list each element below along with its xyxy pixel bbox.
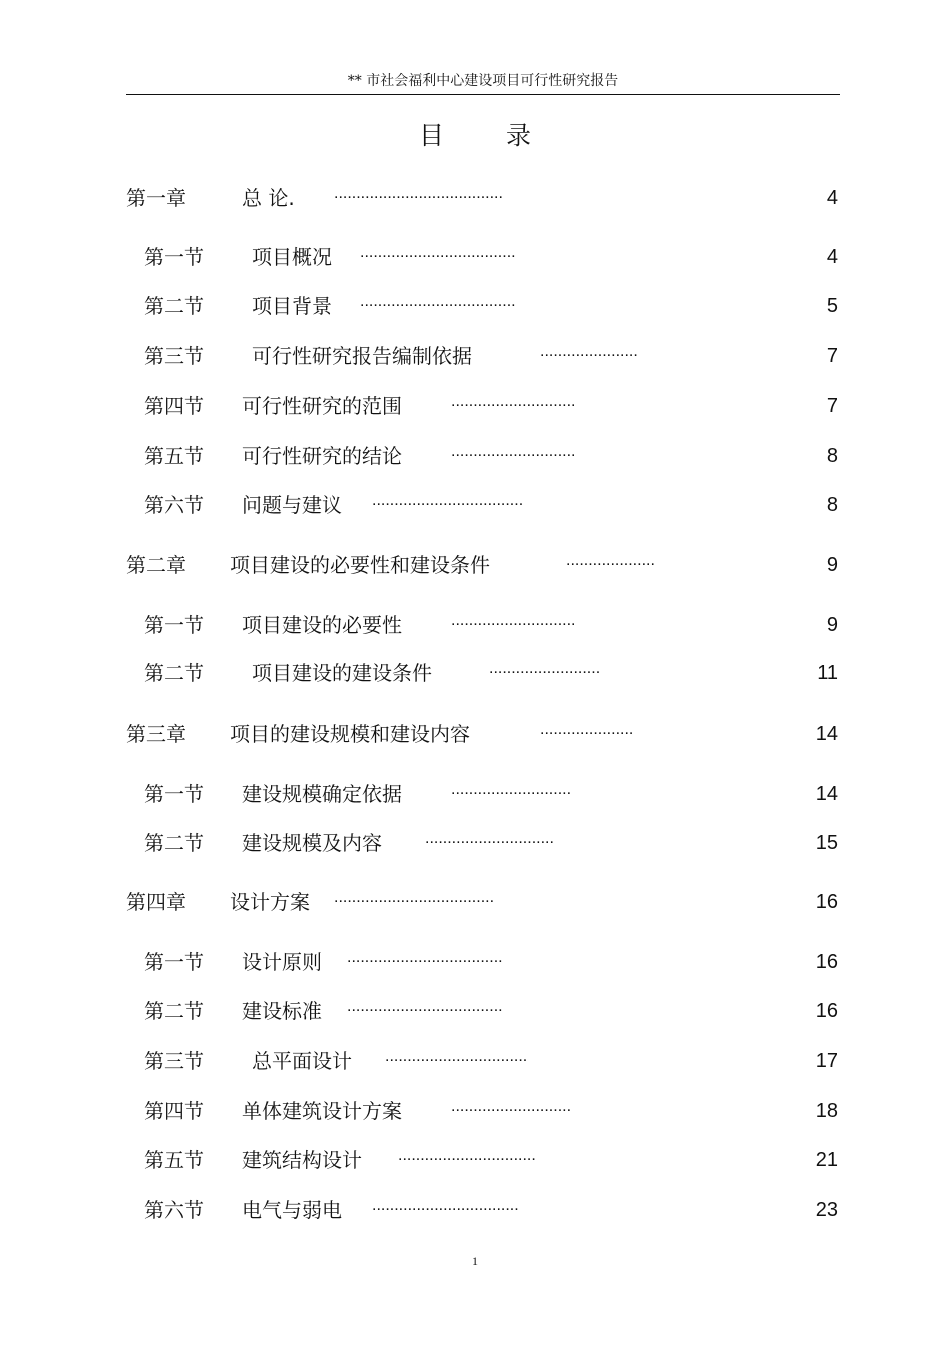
toc-title: 目录 — [418, 121, 593, 150]
toc-label: 第二节 — [144, 999, 204, 1023]
toc-page-number: 16 — [815, 951, 838, 973]
toc-page-number: 8 — [826, 445, 838, 467]
toc-entry[interactable] — [144, 658, 838, 688]
toc-label: 第五节 — [144, 444, 204, 468]
toc-page-number: 7 — [826, 395, 838, 417]
toc-entry-title: 问题与建议 — [242, 493, 342, 517]
toc-entry-title: 可行性研究的结论 — [242, 444, 402, 468]
toc-entry[interactable] — [126, 550, 838, 580]
toc-entry[interactable] — [144, 1096, 838, 1126]
toc-leader-dots: .................................... — [334, 889, 495, 906]
toc-entry[interactable] — [144, 242, 838, 272]
header-rule — [126, 94, 840, 95]
toc-entry-title: 可行性研究报告编制依据 — [252, 344, 472, 368]
toc-leader-dots: ................................... — [360, 293, 516, 310]
toc-leader-dots: ................................. — [372, 1197, 519, 1214]
toc-leader-dots: ................................... — [347, 949, 503, 966]
toc-entry-title: 项目建设的建设条件 — [252, 661, 432, 685]
toc-label: 第一章 — [126, 186, 186, 210]
toc-label: 第三章 — [126, 722, 186, 746]
toc-page-number: 18 — [815, 1100, 838, 1122]
toc-entry-title: 项目建设的必要性 — [242, 613, 402, 637]
toc-page-number: 7 — [826, 345, 838, 367]
toc-leader-dots: ............................ — [451, 393, 576, 410]
toc-label: 第四节 — [144, 394, 204, 418]
toc-entry-title: 单体建筑设计方案 — [242, 1099, 402, 1123]
toc-page-number: 9 — [826, 614, 838, 636]
toc-page-number: 14 — [815, 783, 838, 805]
toc-entry[interactable] — [144, 828, 838, 858]
toc-entry[interactable] — [126, 887, 838, 917]
toc-leader-dots: ......................... — [489, 660, 601, 677]
toc-entry[interactable] — [144, 610, 838, 640]
toc-leader-dots: ................................ — [385, 1048, 528, 1065]
toc-page-number: 9 — [826, 554, 838, 576]
toc-label: 第三节 — [144, 344, 204, 368]
toc-entry-title: 项目概况 — [252, 245, 332, 269]
page-number: 1 — [472, 1254, 478, 1268]
toc-entry-title: 项目的建设规模和建设内容 — [230, 722, 470, 746]
toc-entry-title: 设计方案 — [230, 890, 310, 914]
toc-page-number: 16 — [815, 1000, 838, 1022]
toc-label: 第一节 — [144, 950, 204, 974]
toc-page-number: 15 — [815, 832, 838, 854]
toc-entry-title: 总平面设计 — [252, 1049, 352, 1073]
toc-label: 第一节 — [144, 782, 204, 806]
page-header: ** 市社会福利中心建设项目可行性研究报告 — [347, 73, 619, 89]
toc-entry[interactable] — [126, 719, 838, 749]
toc-label: 第六节 — [144, 493, 204, 517]
toc-leader-dots: ................................... — [360, 244, 516, 261]
toc-entry[interactable] — [144, 1046, 838, 1076]
toc-page-number: 4 — [826, 246, 838, 268]
toc-label: 第五节 — [144, 1148, 204, 1172]
toc-leader-dots: ................................... — [347, 998, 503, 1015]
toc-entry[interactable] — [144, 291, 838, 321]
toc-page-number: 21 — [815, 1149, 838, 1171]
toc-label: 第一节 — [144, 245, 204, 269]
toc-leader-dots: ..................... — [540, 721, 634, 738]
toc-entry[interactable] — [144, 341, 838, 371]
toc-entry[interactable] — [144, 391, 838, 421]
toc-label: 第四章 — [126, 890, 186, 914]
toc-entry-title: 总 论. — [242, 186, 295, 210]
toc-entry[interactable] — [144, 441, 838, 471]
toc-leader-dots: .................................. — [372, 492, 524, 509]
toc-label: 第六节 — [144, 1198, 204, 1222]
toc-label: 第二节 — [144, 831, 204, 855]
toc-leader-dots: ............................. — [425, 830, 554, 847]
toc-page-number: 14 — [815, 723, 838, 745]
toc-entry[interactable] — [144, 1195, 838, 1225]
toc-entry[interactable] — [144, 996, 838, 1026]
toc-label: 第二节 — [144, 661, 204, 685]
toc-page-number: 16 — [815, 891, 838, 913]
toc-label: 第四节 — [144, 1099, 204, 1123]
toc-entry-title: 建设规模确定依据 — [242, 782, 402, 806]
toc-page-number: 17 — [815, 1050, 838, 1072]
toc-entry-title: 建筑结构设计 — [242, 1148, 362, 1172]
toc-entry-title: 项目建设的必要性和建设条件 — [230, 553, 490, 577]
toc-leader-dots: .................... — [566, 552, 655, 569]
toc-page-number: 4 — [826, 187, 838, 209]
toc-label: 第二节 — [144, 294, 204, 318]
toc-entry[interactable] — [144, 1145, 838, 1175]
toc-entry-title: 设计原则 — [242, 950, 322, 974]
toc-entry[interactable] — [126, 183, 838, 213]
toc-entry-title: 建设标准 — [242, 999, 322, 1023]
toc-entry[interactable] — [144, 779, 838, 809]
toc-leader-dots: ............................... — [398, 1147, 536, 1164]
toc-page-number: 5 — [826, 295, 838, 317]
toc-entry-title: 建设规模及内容 — [242, 831, 382, 855]
toc-entry-title: 项目背景 — [252, 294, 332, 318]
toc-page-number: 8 — [826, 494, 838, 516]
toc-leader-dots: ...................... — [540, 343, 638, 360]
toc-page-number: 11 — [817, 662, 838, 684]
toc-leader-dots: ........................... — [451, 1098, 572, 1115]
toc-leader-dots: ............................ — [451, 443, 576, 460]
toc-entry-title: 可行性研究的范围 — [242, 394, 402, 418]
toc-label: 第一节 — [144, 613, 204, 637]
toc-label: 第二章 — [126, 553, 186, 577]
toc-label: 第三节 — [144, 1049, 204, 1073]
toc-entry-title: 电气与弱电 — [242, 1198, 342, 1222]
toc-page-number: 23 — [815, 1199, 838, 1221]
toc-leader-dots: ............................ — [451, 612, 576, 629]
toc-entry[interactable] — [144, 490, 838, 520]
toc-leader-dots: ........................... — [451, 781, 572, 798]
toc-entry[interactable] — [144, 947, 838, 977]
toc-leader-dots: ...................................... — [334, 185, 503, 202]
